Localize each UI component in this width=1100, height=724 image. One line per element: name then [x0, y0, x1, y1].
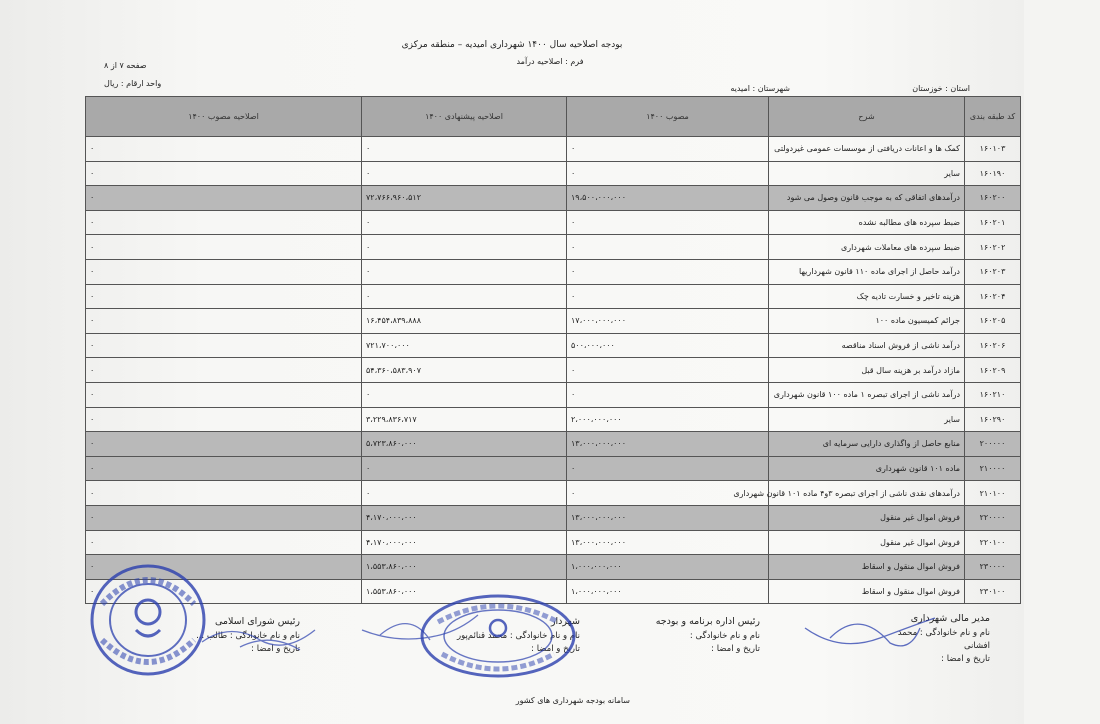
row-proposed-value: ۴،۱۷۰،۰۰۰،۰۰۰: [362, 505, 567, 530]
row-description: فروش اموال منقول و اسقاط: [769, 555, 965, 580]
signature-date: تاریخ و امضا :: [941, 654, 990, 664]
mayor-signature-icon: [360, 605, 480, 650]
table-row: [86, 186, 1021, 211]
row-proposed-value: ۰: [362, 161, 567, 186]
row-approved-value: ۰: [567, 161, 769, 186]
row-code: ۱۶۰۲۹۰: [965, 407, 1021, 432]
row-description: درآمدهای نقدی ناشی از اجرای تبصره ۳و۴ ماده ۱۰۱ قانون شهرداری: [769, 481, 965, 506]
row-approved-value: ۱۹،۵۰۰،۰۰۰،۰۰۰: [567, 186, 769, 211]
document-title: بودجه اصلاحیه سال ۱۴۰۰ شهرداری امیدیه – منطقه مرکزی: [401, 40, 623, 50]
row-code: ۱۶۰۱۰۳: [965, 137, 1021, 162]
city-label: شهرستان : امیدیه: [730, 84, 790, 93]
row-code: ۲۱۰۰۰۰: [965, 456, 1021, 481]
column-header-code: کد طبقه بندی: [965, 97, 1021, 137]
row-final-value: ۰: [86, 530, 362, 555]
row-approved-value: ۰: [567, 210, 769, 235]
row-approved-value: ۱،۰۰۰،۰۰۰،۰۰۰: [567, 579, 769, 604]
row-description: فروش اموال منقول و اسقاط: [769, 579, 965, 604]
signature-date: تاریخ و امضا :: [531, 644, 580, 654]
signature-name: نام و نام خانوادگی : طالب ...: [196, 631, 300, 641]
row-proposed-value: ۰: [362, 456, 567, 481]
row-approved-value: ۱۳،۰۰۰،۰۰۰،۰۰۰: [567, 505, 769, 530]
column-header-description: شرح: [769, 97, 965, 137]
row-proposed-value: ۱،۵۵۳،۸۶۰،۰۰۰: [362, 579, 567, 604]
row-description: ضبط سپرده های مطالبه نشده: [769, 210, 965, 235]
row-proposed-value: ۰: [362, 284, 567, 309]
table-row: [86, 407, 1021, 432]
signature-title: مدیر مالی شهرداری: [910, 613, 990, 624]
row-code: ۱۶۰۲۰۱: [965, 210, 1021, 235]
row-code: ۱۶۰۱۹۰: [965, 161, 1021, 186]
table-row: [86, 333, 1021, 358]
row-approved-value: ۰: [567, 259, 769, 284]
row-code: ۱۶۰۲۰۵: [965, 309, 1021, 334]
row-code: ۱۶۰۲۱۰: [965, 382, 1021, 407]
row-approved-value: ۱۳،۰۰۰،۰۰۰،۰۰۰: [567, 530, 769, 555]
row-proposed-value: ۷۲۱،۷۰۰،۰۰۰: [362, 333, 567, 358]
row-proposed-value: ۳،۲۲۹،۸۳۶،۷۱۷: [362, 407, 567, 432]
row-approved-value: ۰: [567, 284, 769, 309]
row-proposed-value: ۱،۵۵۳،۸۶۰،۰۰۰: [362, 555, 567, 580]
row-final-value: ۰: [86, 137, 362, 162]
row-proposed-value: ۰: [362, 210, 567, 235]
row-proposed-value: ۱۶،۴۵۴،۸۳۹،۸۸۸: [362, 309, 567, 334]
row-proposed-value: ۰: [362, 235, 567, 260]
row-code: ۲۱۰۱۰۰: [965, 481, 1021, 506]
budget-table: [85, 96, 1021, 604]
row-code: ۱۶۰۲۰۹: [965, 358, 1021, 383]
row-final-value: ۰: [86, 407, 362, 432]
row-final-value: ۰: [86, 333, 362, 358]
table-header-row: [86, 97, 1021, 137]
row-description: فروش اموال غیر منقول: [769, 530, 965, 555]
row-final-value: ۰: [86, 432, 362, 457]
row-description: سایر: [769, 407, 965, 432]
signature-title: رئیس اداره برنامه و بودجه: [655, 616, 760, 627]
row-final-value: ۰: [86, 382, 362, 407]
row-code: ۲۲۰۱۰۰: [965, 530, 1021, 555]
row-description: ماده ۱۰۱ قانون شهرداری: [769, 456, 965, 481]
row-approved-value: ۰: [567, 235, 769, 260]
footer-system-name: سامانه بودجه شهرداری های کشور: [515, 696, 630, 705]
row-proposed-value: ۰: [362, 481, 567, 506]
row-description: درآمد حاصل از اجرای ماده ۱۱۰ قانون شهرداریها: [769, 259, 965, 284]
row-code: ۲۰۰۰۰۰: [965, 432, 1021, 457]
signature-title: شهردار: [550, 616, 580, 627]
council-signature-icon: [200, 612, 320, 657]
row-code: ۱۶۰۲۰۶: [965, 333, 1021, 358]
row-description: درآمدهای اتفاقی که به موجب قانون وصول می شود: [769, 186, 965, 211]
row-final-value: ۰: [86, 235, 362, 260]
row-approved-value: ۰: [567, 481, 769, 506]
row-description: هزینه تاخیر و خسارت تادیه چک: [769, 284, 965, 309]
row-approved-value: ۰: [567, 382, 769, 407]
signature-name: نام و نام خانوادگی : محمد افشانی: [897, 628, 990, 651]
row-description: منابع حاصل از واگذاری دارایی سرمایه ای: [769, 432, 965, 457]
table-row: [86, 432, 1021, 457]
row-final-value: ۰: [86, 505, 362, 530]
row-approved-value: ۱،۰۰۰،۰۰۰،۰۰۰: [567, 555, 769, 580]
row-description: ضبط سپرده های معاملات شهرداری: [769, 235, 965, 260]
row-approved-value: ۰: [567, 137, 769, 162]
row-final-value: ۰: [86, 481, 362, 506]
row-code: ۱۶۰۲۰۴: [965, 284, 1021, 309]
row-approved-value: ۱۷،۰۰۰،۰۰۰،۰۰۰: [567, 309, 769, 334]
table-row: [86, 530, 1021, 555]
row-final-value: ۰: [86, 358, 362, 383]
row-description: کمک ها و اعانات دریافتی از موسسات عمومی غیردولتی: [769, 137, 965, 162]
row-approved-value: ۵۰۰،۰۰۰،۰۰۰: [567, 333, 769, 358]
row-code: ۲۲۰۰۰۰: [965, 505, 1021, 530]
province-label: استان : خوزستان: [912, 84, 970, 93]
table-row: [86, 456, 1021, 481]
row-description: جرائم کمیسیون ماده ۱۰۰: [769, 309, 965, 334]
row-proposed-value: ۰: [362, 259, 567, 284]
signature-title: رئیس شورای اسلامی: [214, 616, 300, 627]
row-code: ۱۶۰۲۰۲: [965, 235, 1021, 260]
row-final-value: ۰: [86, 555, 362, 580]
form-label: فرم : اصلاحیه درآمد: [516, 57, 584, 66]
signature-date: تاریخ و امضا :: [711, 644, 760, 654]
row-approved-value: ۰: [567, 358, 769, 383]
row-final-value: ۰: [86, 579, 362, 604]
row-approved-value: ۰: [567, 456, 769, 481]
column-header-final: اصلاحیه مصوب ۱۴۰۰: [86, 97, 362, 137]
column-header-proposed: اصلاحیه پیشنهادی ۱۴۰۰: [362, 97, 567, 137]
row-final-value: ۰: [86, 284, 362, 309]
signature-name: نام و نام خانوادگی :: [689, 631, 760, 641]
row-final-value: ۰: [86, 309, 362, 334]
table-row: [86, 137, 1021, 162]
signature-date: تاریخ و امضا :: [251, 644, 300, 654]
table-row: [86, 505, 1021, 530]
row-proposed-value: ۵،۷۲۳،۸۶۰،۰۰۰: [362, 432, 567, 457]
row-final-value: ۰: [86, 161, 362, 186]
row-proposed-value: ۰: [362, 137, 567, 162]
row-code: ۱۶۰۲۰۰: [965, 186, 1021, 211]
row-proposed-value: ۵۴،۳۶۰،۵۸۳،۹۰۷: [362, 358, 567, 383]
row-proposed-value: ۷۲،۷۶۶،۹۶۰،۵۱۲: [362, 186, 567, 211]
row-code: ۲۳۰۰۰۰: [965, 555, 1021, 580]
signature-block-budget: [630, 615, 760, 656]
table-row: [86, 161, 1021, 186]
row-description: درآمد ناشی از اجرای تبصره ۱ ماده ۱۰۰ قانون شهرداری: [769, 382, 965, 407]
row-final-value: ۰: [86, 456, 362, 481]
unit-label: واحد ارقام : ریال: [104, 79, 162, 88]
signature-name: نام و نام خانوادگی : محمد قنائم‌پور: [456, 631, 580, 641]
table-row: [86, 481, 1021, 506]
row-code: ۲۳۰۱۰۰: [965, 579, 1021, 604]
finance-signature-icon: [800, 598, 940, 658]
column-header-approved: مصوب ۱۴۰۰: [567, 97, 769, 137]
row-final-value: ۰: [86, 186, 362, 211]
page-number: صفحه ۷ از ۸: [104, 61, 147, 70]
table-row: [86, 259, 1021, 284]
council-seal-icon: [88, 560, 208, 680]
table-row: [86, 210, 1021, 235]
table-row: [86, 309, 1021, 334]
row-final-value: ۰: [86, 210, 362, 235]
row-description: فروش اموال غیر منقول: [769, 505, 965, 530]
row-description: مازاد درآمد بر هزینه سال قبل: [769, 358, 965, 383]
table-row: [86, 235, 1021, 260]
row-description: درآمد ناشی از فروش اسناد مناقصه: [769, 333, 965, 358]
table-row: [86, 555, 1021, 580]
row-approved-value: ۲،۰۰۰،۰۰۰،۰۰۰: [567, 407, 769, 432]
row-approved-value: ۱۳،۰۰۰،۰۰۰،۰۰۰: [567, 432, 769, 457]
row-proposed-value: ۴،۱۷۰،۰۰۰،۰۰۰: [362, 530, 567, 555]
table-row: [86, 382, 1021, 407]
row-code: ۱۶۰۲۰۳: [965, 259, 1021, 284]
row-final-value: ۰: [86, 259, 362, 284]
row-proposed-value: ۰: [362, 382, 567, 407]
table-row: [86, 358, 1021, 383]
table-row: [86, 284, 1021, 309]
row-description: سایر: [769, 161, 965, 186]
